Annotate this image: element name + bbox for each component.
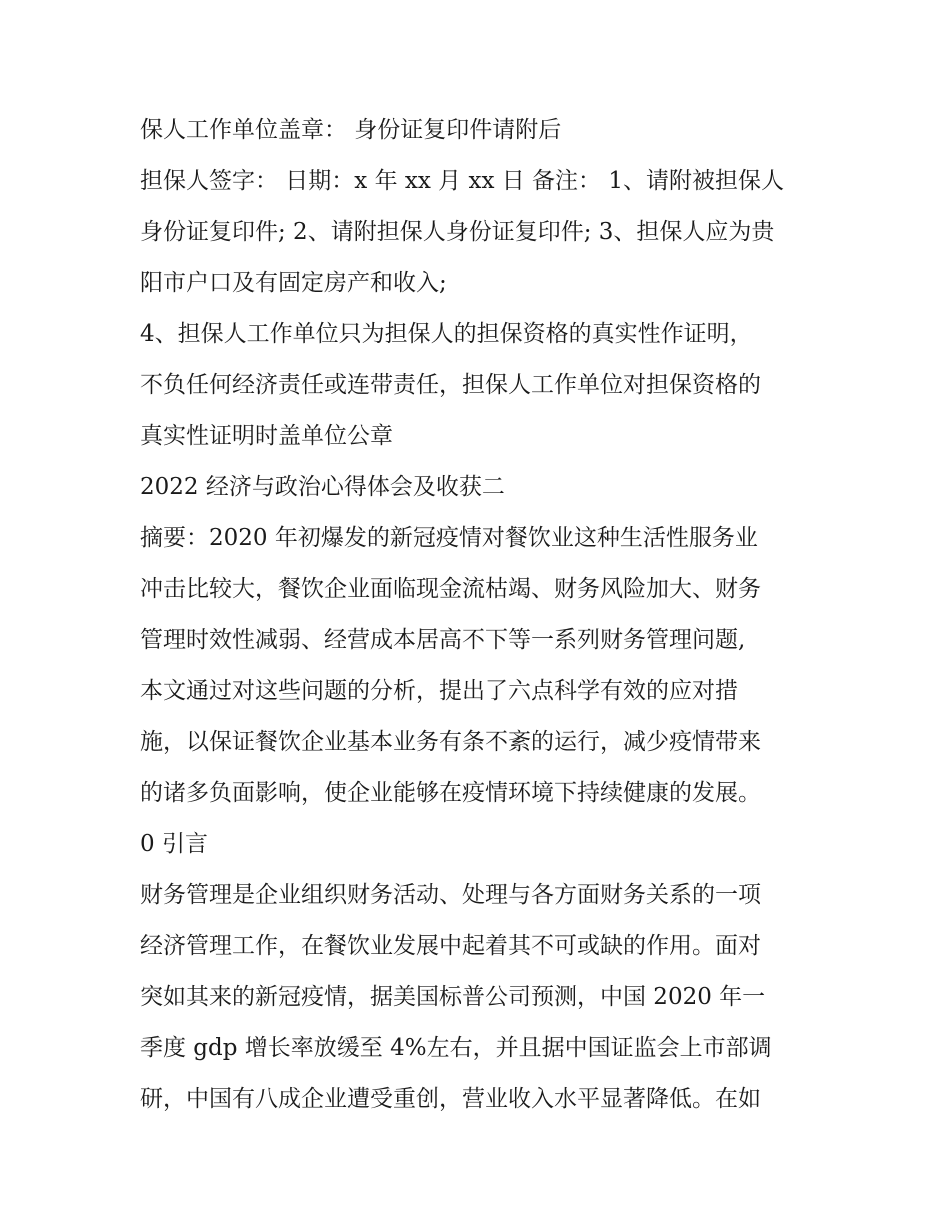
- text-line: 4、担保人工作单位只为担保人的担保资格的真实性作证明，: [140, 321, 753, 347]
- text-line: 保人工作单位盖章： 身份证复印件请附后: [140, 117, 562, 143]
- section-heading: 0 引言: [140, 831, 208, 857]
- text-line: 季度 gdp 增长率放缓至 4%左右，并且据中国证监会上市部调: [140, 1035, 772, 1061]
- text-line: 冲击比较大，餐饮企业面临现金流枯竭、财务风险加大、财务: [140, 576, 761, 602]
- text-line: 研，中国有八成企业遭受重创，营业收入水平显著降低。在如: [140, 1086, 761, 1112]
- text-line: 摘要：2020 年初爆发的新冠疫情对餐饮业这种生活性服务业: [140, 525, 758, 551]
- text-line: 阳市户口及有固定房产和收入;: [140, 270, 447, 296]
- text-line: 突如其来的新冠疫情，据美国标普公司预测，中国 2020 年一: [140, 984, 766, 1010]
- text-line: 真实性证明时盖单位公章: [140, 423, 393, 449]
- text-line: 身份证复印件; 2、请附担保人身份证复印件; 3、担保人应为贵: [140, 219, 775, 245]
- text-line: 本文通过对这些问题的分析，提出了六点科学有效的应对措: [140, 678, 738, 704]
- text-line: 不负任何经济责任或连带责任，担保人工作单位对担保资格的: [140, 372, 761, 398]
- section-heading: 2022 经济与政治心得体会及收获二: [140, 474, 505, 500]
- text-line: 担保人签字： 日期：x 年 xx 月 xx 日 备注： 1、请附被担保人: [140, 168, 784, 194]
- text-line: 的诸多负面影响，使企业能够在疫情环境下持续健康的发展。: [140, 780, 761, 806]
- text-line: 管理时效性减弱、经营成本居高不下等一系列财务管理问题,: [140, 627, 746, 653]
- text-line: 施，以保证餐饮企业基本业务有条不紊的运行，减少疫情带来: [140, 729, 761, 755]
- text-line: 财务管理是企业组织财务活动、处理与各方面财务关系的一项: [140, 882, 761, 908]
- text-line: 经济管理工作，在餐饮业发展中起着其不可或缺的作用。面对: [140, 933, 761, 959]
